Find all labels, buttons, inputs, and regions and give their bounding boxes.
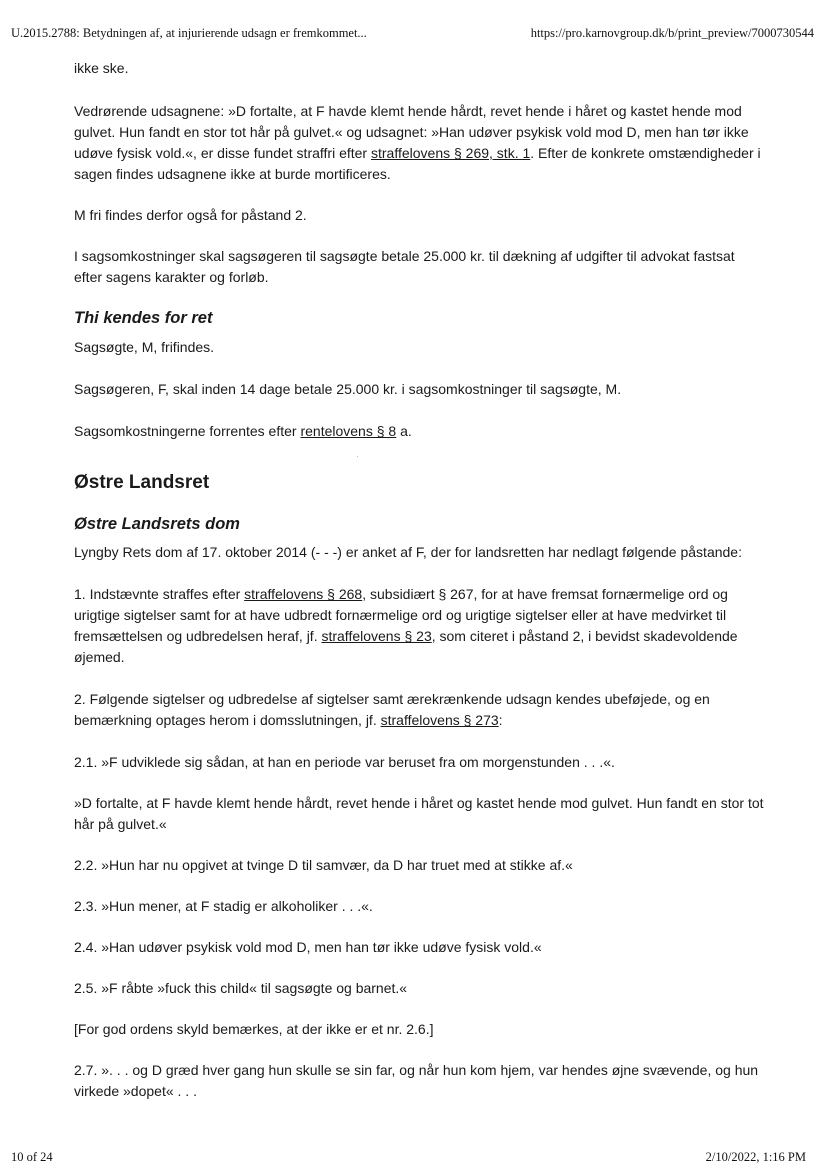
paragraph-text: :	[498, 712, 503, 728]
section-heading: Thi kendes for ret	[74, 309, 213, 327]
paragraph	[74, 584, 764, 668]
print-footer-datetime: 2/10/2022, 1:16 PM	[705, 1150, 806, 1164]
paragraph-text: 2. Følgende sigtelser og udbredelse af sigtelser samt ærekrænkende udsagn kendes ubeføjede, og en bemærkning optages herom i domsslutningen, jf.	[74, 691, 710, 728]
paragraph: I sagsomkostninger skal sagsøgeren til sagsøgte betale 25.000 kr. til dækning af udgifter til advokat fastsat efter sagens karakter og forløb.	[74, 248, 735, 285]
paragraph: ikke ske.	[74, 60, 129, 76]
paragraph	[74, 101, 764, 185]
paragraph: Lyngby Rets dom af 17. oktober 2014 (- - -) er anket af F, der for landsretten har nedlagt følgende påstande:	[74, 544, 742, 560]
paragraph-text: , subsidiært § 267, for at have fremsat fornærmelige ord og urigtige sigtelser samt for at have udbredt fornærmelige ord og urigtige sigtelser eller at have medvirket til fremsættelsen og udbredelsen heraf, jf.	[74, 586, 728, 644]
law-reference-link[interactable]: straffelovens § 23	[321, 628, 432, 644]
paragraph	[74, 421, 764, 442]
paragraph-text: 1. Indstævnte straffes efter	[74, 586, 245, 602]
paragraph: [For god ordens skyld bemærkes, at der ikke er et nr. 2.6.]	[74, 1021, 434, 1037]
print-header-url: https://pro.karnovgroup.dk/b/print_preview/7000730544	[530, 26, 814, 40]
paragraph-text: a.	[396, 423, 412, 439]
paragraph: M fri findes derfor også for påstand 2.	[74, 207, 307, 223]
paragraph: 2.5. »F råbte »fuck this child« til sagsøgte og barnet.«	[74, 980, 408, 996]
paragraph: Sagsøgte, M, frifindes.	[74, 339, 215, 355]
paragraph: 2.4. »Han udøver psykisk vold mod D, men han tør ikke udøve fysisk vold.«	[74, 939, 542, 955]
law-reference-link[interactable]: straffelovens § 268	[244, 586, 363, 602]
paragraph: 2.1. »F udviklede sig sådan, at han en periode var beruset fra om morgenstunden . . .«.	[74, 754, 615, 770]
paragraph-text: . Efter de konkrete omstændigheder i sagen findes udsagnene ikke at burde mortificeres.	[74, 145, 761, 182]
paragraph	[74, 689, 764, 731]
law-reference-link[interactable]: straffelovens § 273	[380, 712, 499, 728]
print-header-title: U.2015.2788: Betydningen af, at injurierende udsagn er fremkommet...	[11, 26, 367, 40]
paragraph: 2.2. »Hun har nu opgivet at tvinge D til samvær, da D har truet med at stikke af.«	[74, 857, 573, 873]
section-heading: Østre Landsrets dom	[74, 515, 240, 533]
paragraph: Sagsøgeren, F, skal inden 14 dage betale 25.000 kr. i sagsomkostninger til sagsøgte, M.	[74, 381, 622, 397]
stray-dot	[357, 456, 358, 457]
court-heading: Østre Landsret	[74, 472, 210, 493]
law-reference-link[interactable]: straffelovens § 269, stk. 1	[370, 145, 531, 161]
paragraph: 2.7. ». . . og D græd hver gang hun skulle se sin far, og når hun kom hjem, var hendes øjne svævende, og hun virkede »dopet« . . .	[74, 1062, 759, 1099]
paragraph-text: , som citeret i påstand 2, i bevidst skadevoldende øjemed.	[74, 628, 738, 665]
document-body	[74, 56, 764, 1102]
paragraph: »D fortalte, at F havde klemt hende hårdt, revet hende i håret og kastet hende mod gulvet. Hun fandt en stor tot hår på gulvet.«	[74, 795, 764, 832]
paragraph-text: Vedrørende udsagnene: »D fortalte, at F havde klemt hende hårdt, revet hende i håret og kastet hende mod gulvet. Hun fandt en stor tot hår på gulvet.« og udsagnet: »Han udøver psykisk vold mod D, men han tør ikke udøve fysisk vold.«, er disse fundet straffri efter	[74, 103, 749, 161]
law-reference-link[interactable]: rentelovens § 8	[300, 423, 397, 439]
paragraph: 2.3. »Hun mener, at F stadig er alkoholiker . . .«.	[74, 898, 373, 914]
print-footer-page-count: 10 of 24	[11, 1150, 53, 1164]
paragraph-text: Sagsomkostningerne forrentes efter	[74, 423, 301, 439]
